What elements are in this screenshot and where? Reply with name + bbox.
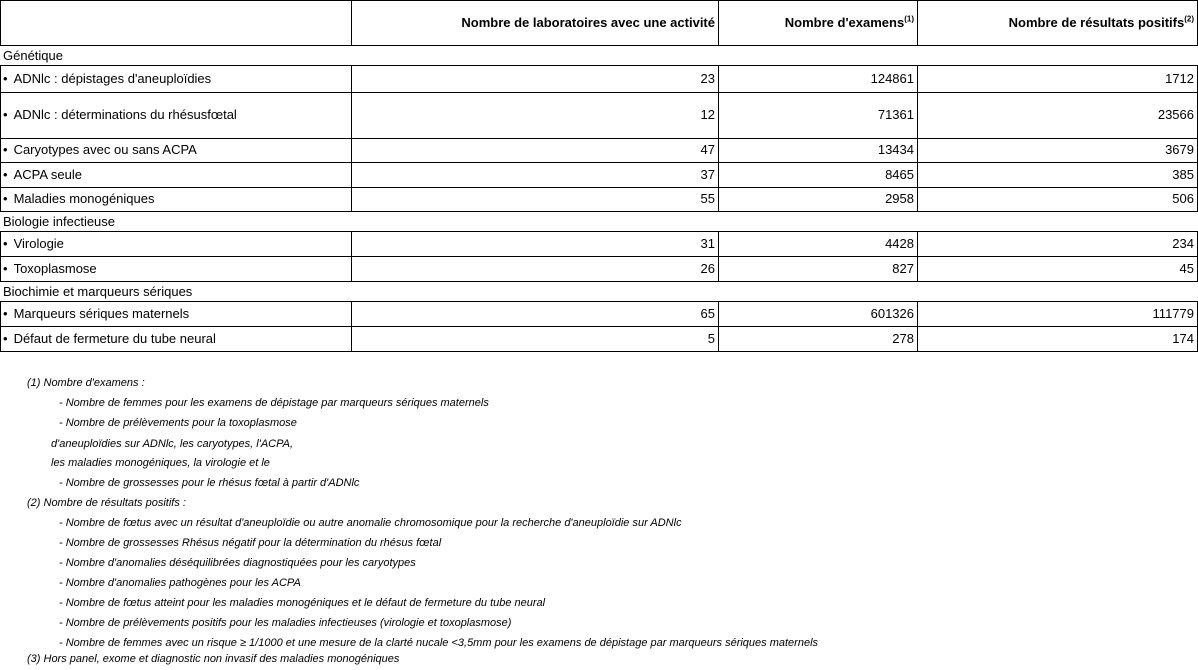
row-border [0,187,1198,188]
footnote-line: - Nombre de fœtus avec un résultat d'aneuploïdie ou autre anomalie chromosomique pour la recherche d'aneuploïdie sur ADNlc [59,517,682,529]
footnote-line: - Nombre de fœtus atteint pour les maladies monogéniques et le défaut de fermeture du tube neural [59,597,546,609]
column-border [718,65,719,212]
row-label-text: Maladies monogéniques [13,191,155,206]
footnote-line: - Nombre de femmes avec un risque ≥ 1/1000 et une mesure de la clarté nucale <3,5mm pour les examens de dépistage par marqueurs sériques maternels [59,637,819,649]
footnote-line: d'aneuploïdies sur ADNlc, les caryotypes, l'ACPA, [51,438,294,450]
footnote-line: - Nombre de prélèvements pour la toxoplasmose [59,417,297,429]
cell-exams: 4428 [885,235,914,251]
row-label [3,107,237,122]
footnote-line: - Nombre de grossesses Rhésus négatif pour la détermination du rhésus fœtal [59,537,442,549]
footnote-line: (1) Nombre d'examens : [27,377,145,389]
header-border [718,0,719,46]
row-label-text: Caryotypes avec ou sans ACPA [13,142,197,157]
row-label [3,261,97,276]
footnote-line: les maladies monogéniques, la virologie et le [51,457,270,469]
cell-positives: 45 [1179,260,1194,276]
column-border [0,301,1,352]
row-label-text: Toxoplasmose [13,260,97,276]
cell-positives: 174 [1172,330,1194,346]
bullet-icon: • [3,235,8,251]
cell-exams: 601326 [870,305,914,321]
header-exams-text: Nombre d'examens [784,15,905,30]
section-title: Génétique [3,48,63,63]
row-label-text: ADNlc : dépistages d'aneuploïdies [13,70,212,86]
row-border [0,162,1198,163]
footnote-line: - Nombre de grossesses pour le rhésus fœtal à partir d'ADNlc [59,477,360,489]
bullet-icon: • [3,305,8,321]
row-label-text: ADNlc : déterminations du rhésusfœtal [13,107,237,122]
footnote-line: - Nombre d'anomalies déséquilibrées diagnostiquées pour les caryotypes [59,557,416,569]
row-label [3,236,64,251]
row-border [0,281,1198,282]
header-positives-footnote-ref: (2) [1184,14,1194,24]
footnote-line: - Nombre de prélèvements positifs pour les maladies infectieuses (virologie et toxoplasmose) [59,617,512,629]
header-labs-text: Nombre de laboratoires avec une activité [461,15,715,30]
row-label [3,306,189,321]
row-label-text: Virologie [13,235,64,251]
bullet-icon: • [3,260,8,276]
cell-positives: 3679 [1165,142,1194,157]
header-border [351,0,352,46]
row-border [0,351,1198,352]
row-label [3,167,82,182]
row-border [0,301,1198,302]
column-border [0,231,1,282]
cell-exams: 13434 [877,142,914,157]
bullet-icon: • [3,191,8,206]
bullet-icon: • [3,166,8,182]
column-border [351,65,352,212]
cell-labs: 12 [700,107,715,122]
bullet-icon: • [3,142,8,157]
row-label [3,191,155,206]
bullet-icon: • [3,330,8,346]
row-border [0,326,1198,327]
header-positives-text: Nombre de résultats positifs [1008,15,1185,30]
row-label [3,142,197,157]
cell-positives: 234 [1172,235,1194,251]
row-label [3,331,216,346]
cell-exams: 124861 [870,70,914,86]
column-border [718,301,719,352]
bullet-icon: • [3,107,8,122]
cell-exams: 71361 [877,107,914,122]
cell-positives: 385 [1172,166,1194,182]
header-border [917,0,918,46]
cell-labs: 47 [700,142,715,157]
cell-labs: 37 [700,166,715,182]
column-border [351,301,352,352]
row-border [0,92,1198,93]
cell-exams: 827 [892,260,914,276]
cell-exams: 8465 [885,166,914,182]
column-border [917,231,918,282]
column-border [917,301,918,352]
header-border [0,0,1,46]
row-label [3,71,211,86]
cell-labs: 5 [707,330,715,346]
footnote-line: (2) Nombre de résultats positifs : [27,497,186,509]
cell-positives: 111779 [1152,305,1194,321]
row-label-text: ACPA seule [13,166,82,182]
cell-labs: 55 [700,191,715,206]
cell-exams: 278 [892,330,914,346]
header-labs [461,15,715,30]
section-title: Biochimie et marqueurs sériques [3,284,193,299]
column-border [0,65,1,212]
cell-labs: 31 [700,235,715,251]
header-border [0,0,1198,1]
cell-labs: 65 [700,305,715,321]
footnote-line: - Nombre de femmes pour les examens de dépistage par marqueurs sériques maternels [59,397,489,409]
column-border [718,231,719,282]
cell-labs: 23 [700,70,715,86]
column-border [917,65,918,212]
header-border [0,45,1198,46]
cell-labs: 26 [700,260,715,276]
row-border [0,211,1198,212]
cell-positives: 506 [1172,191,1194,206]
row-border [0,138,1198,139]
cell-positives: 1712 [1165,70,1194,86]
footnote-line: (3) Hors panel, exome et diagnostic non invasif des maladies monogéniques [27,653,400,665]
header-exams [785,15,914,30]
cell-exams: 2958 [885,191,914,206]
column-border [351,231,352,282]
header-positives [1009,15,1194,30]
footnote-line: - Nombre d'anomalies pathogènes pour les ACPA [59,577,301,589]
row-label-text: Marqueurs sériques maternels [13,305,190,321]
section-title: Biologie infectieuse [3,214,116,229]
row-border [0,231,1198,232]
row-label-text: Défaut de fermeture du tube neural [13,330,216,346]
header-exams-footnote-ref: (1) [904,14,914,24]
cell-positives: 23566 [1157,107,1194,122]
row-border [0,256,1198,257]
row-border [0,65,1198,66]
bullet-icon: • [3,70,8,86]
